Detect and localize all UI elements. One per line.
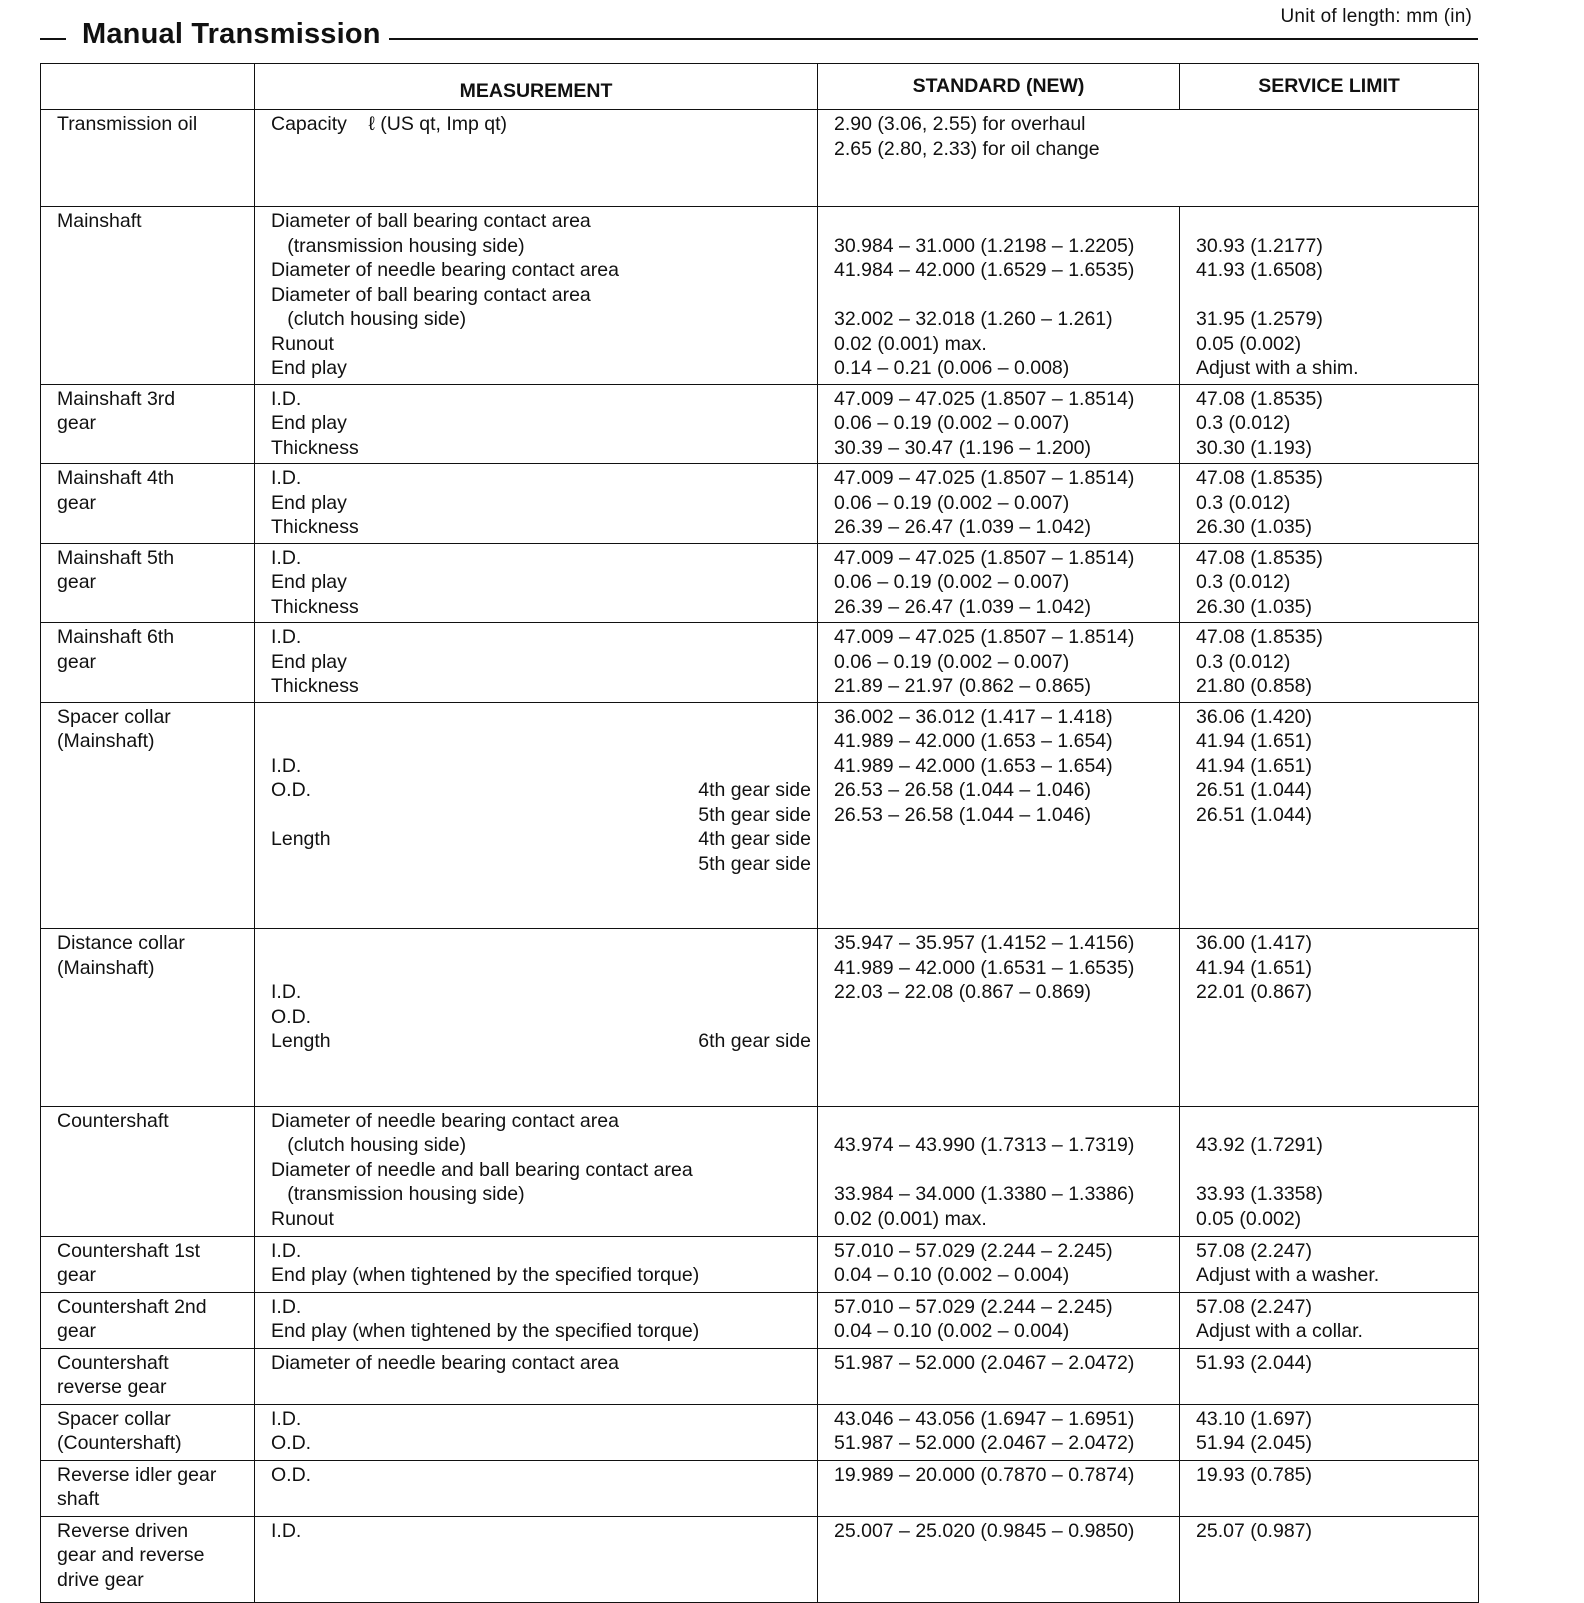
header-standard: STANDARD (NEW) (818, 64, 1180, 110)
row-standard: 47.009 – 47.025 (1.8507 – 1.8514) 0.06 – 0.19 (0.002 – 0.007) 30.39 – 30.47 (1.196 – 1.200) (818, 384, 1180, 464)
row-service-limit: 43.92 (1.7291) 33.93 (1.3358) 0.05 (0.002) (1180, 1106, 1479, 1236)
table-row (41, 464, 1479, 544)
row-standard: 57.010 – 57.029 (2.244 – 2.245) 0.04 – 0.10 (0.002 – 0.004) (818, 1292, 1180, 1348)
row-standard: 2.90 (3.06, 2.55) for overhaul 2.65 (2.80, 2.33) for oil change (818, 110, 1479, 207)
table-row (41, 1106, 1479, 1236)
row-measurement: I.D. End play (when tightened by the specified torque) (255, 1292, 818, 1348)
table-row (41, 623, 1479, 703)
row-service-limit: 47.08 (1.8535) 0.3 (0.012) 26.30 (1.035) (1180, 543, 1479, 623)
table-row (41, 1348, 1479, 1404)
table-row (41, 207, 1479, 385)
row-standard: 19.989 – 20.000 (0.7870 – 0.7874) (818, 1460, 1180, 1516)
row-item: Mainshaft 5th gear (41, 543, 255, 623)
table-row (41, 543, 1479, 623)
unit-note: Unit of length: mm (in) (1280, 6, 1472, 27)
header-item (41, 64, 255, 110)
row-service-limit: 30.93 (1.2177) 41.93 (1.6508) 31.95 (1.2579) 0.05 (0.002) Adjust with a shim. (1180, 207, 1479, 385)
row-item: Mainshaft 4th gear (41, 464, 255, 544)
row-item: Mainshaft 6th gear (41, 623, 255, 703)
row-service-limit: 25.07 (0.987) (1180, 1516, 1479, 1602)
row-item: Transmission oil (41, 110, 255, 207)
row-measurement: Diameter of needle bearing contact area (255, 1348, 818, 1404)
spec-table (40, 63, 1479, 1603)
row-measurement (255, 929, 818, 1107)
row-service-limit: 51.93 (2.044) (1180, 1348, 1479, 1404)
row-measurement: Diameter of ball bearing contact area (transmission housing side) Diameter of needle bearing contact area Diameter of ball bearing contact area (clutch housing side) Runout End play (255, 207, 818, 385)
row-item: Spacer collar (Mainshaft) (41, 702, 255, 929)
row-standard: 25.007 – 25.020 (0.9845 – 0.9850) (818, 1516, 1180, 1602)
row-measurement: I.D. End play Thickness (255, 623, 818, 703)
table-row (41, 702, 1479, 929)
row-service-limit: 57.08 (2.247) Adjust with a collar. (1180, 1292, 1479, 1348)
row-standard: 35.947 – 35.957 (1.4152 – 1.4156) 41.989 – 42.000 (1.6531 – 1.6535) 22.03 – 22.08 (0.867 – 0.869) (818, 929, 1180, 1107)
row-service-limit: 47.08 (1.8535) 0.3 (0.012) 26.30 (1.035) (1180, 464, 1479, 544)
row-standard: 47.009 – 47.025 (1.8507 – 1.8514) 0.06 – 0.19 (0.002 – 0.007) 26.39 – 26.47 (1.039 – 1.042) (818, 543, 1180, 623)
row-measurement: Capacity ℓ (US qt, Imp qt) (255, 110, 818, 207)
row-measurement: Diameter of needle bearing contact area (clutch housing side) Diameter of needle and ball bearing contact area (transmission housing side) Runout (255, 1106, 818, 1236)
row-item: Mainshaft (41, 207, 255, 385)
row-standard: 51.987 – 52.000 (2.0467 – 2.0472) (818, 1348, 1180, 1404)
measurement-label: I.D. O.D. Length (271, 754, 331, 850)
row-standard: 47.009 – 47.025 (1.8507 – 1.8514) 0.06 – 0.19 (0.002 – 0.007) 26.39 – 26.47 (1.039 – 1.042) (818, 464, 1180, 544)
row-standard: 30.984 – 31.000 (1.2198 – 1.2205) 41.984 – 42.000 (1.6529 – 1.6535) 32.002 – 32.018 (1.260 – 1.261) 0.02 (0.001) max. 0.14 – 0.21 (0.006 – 0.008) (818, 207, 1180, 385)
header-service-limit: SERVICE LIMIT (1180, 64, 1479, 110)
row-item: Countershaft 2nd gear (41, 1292, 255, 1348)
table-row (41, 110, 1479, 207)
row-service-limit: 36.06 (1.420) 41.94 (1.651) 41.94 (1.651) 26.51 (1.044) 26.51 (1.044) (1180, 702, 1479, 929)
row-standard: 43.974 – 43.990 (1.7313 – 1.7319) 33.984 – 34.000 (1.3380 – 1.3386) 0.02 (0.001) max. (818, 1106, 1180, 1236)
table-row (41, 1460, 1479, 1516)
row-measurement: I.D. (255, 1516, 818, 1602)
row-item: Countershaft reverse gear (41, 1348, 255, 1404)
table-row (41, 1404, 1479, 1460)
row-standard: 43.046 – 43.056 (1.6947 – 1.6951) 51.987 – 52.000 (2.0467 – 2.0472) (818, 1404, 1180, 1460)
table-row (41, 1516, 1479, 1602)
row-measurement (255, 702, 818, 929)
row-service-limit: 36.00 (1.417) 41.94 (1.651) 22.01 (0.867) (1180, 929, 1479, 1107)
row-item: Countershaft 1st gear (41, 1236, 255, 1292)
table-row (41, 384, 1479, 464)
row-item: Countershaft (41, 1106, 255, 1236)
measurement-sublabel: 4th gear side 5th gear side 4th gear side 5th gear side (698, 779, 811, 875)
row-standard: 47.009 – 47.025 (1.8507 – 1.8514) 0.06 – 0.19 (0.002 – 0.007) 21.89 – 21.97 (0.862 – 0.865) (818, 623, 1180, 703)
row-service-limit: 47.08 (1.8535) 0.3 (0.012) 21.80 (0.858) (1180, 623, 1479, 703)
row-service-limit: 57.08 (2.247) Adjust with a washer. (1180, 1236, 1479, 1292)
row-measurement: I.D. End play (when tightened by the specified torque) (255, 1236, 818, 1292)
row-measurement: I.D. End play Thickness (255, 464, 818, 544)
row-measurement: I.D. End play Thickness (255, 384, 818, 464)
row-service-limit: 43.10 (1.697) 51.94 (2.045) (1180, 1404, 1479, 1460)
row-standard: 57.010 – 57.029 (2.244 – 2.245) 0.04 – 0.10 (0.002 – 0.004) (818, 1236, 1180, 1292)
table-row (41, 1236, 1479, 1292)
row-item: Spacer collar (Countershaft) (41, 1404, 255, 1460)
row-standard: 36.002 – 36.012 (1.417 – 1.418) 41.989 – 42.000 (1.653 – 1.654) 41.989 – 42.000 (1.653 – 1.654) 26.53 – 26.58 (1.044 – 1.046) 26.53 – 26.58 (1.044 – 1.046) (818, 702, 1180, 929)
row-item: Reverse driven gear and reverse drive gear (41, 1516, 255, 1602)
measurement-label: I.D. O.D. Length (271, 981, 331, 1052)
table-header-row (41, 64, 1479, 110)
row-measurement: O.D. (255, 1460, 818, 1516)
row-item: Mainshaft 3rd gear (41, 384, 255, 464)
row-item: Reverse idler gear shaft (41, 1460, 255, 1516)
measurement-sublabel: 6th gear side (698, 1030, 811, 1052)
table-row (41, 929, 1479, 1107)
row-measurement: I.D. End play Thickness (255, 543, 818, 623)
header-measurement: MEASUREMENT (255, 64, 818, 110)
row-item: Distance collar (Mainshaft) (41, 929, 255, 1107)
row-measurement: I.D. O.D. (255, 1404, 818, 1460)
row-service-limit: 47.08 (1.8535) 0.3 (0.012) 30.30 (1.193) (1180, 384, 1479, 464)
page-title: Manual Transmission (66, 18, 389, 51)
row-service-limit: 19.93 (0.785) (1180, 1460, 1479, 1516)
table-row (41, 1292, 1479, 1348)
